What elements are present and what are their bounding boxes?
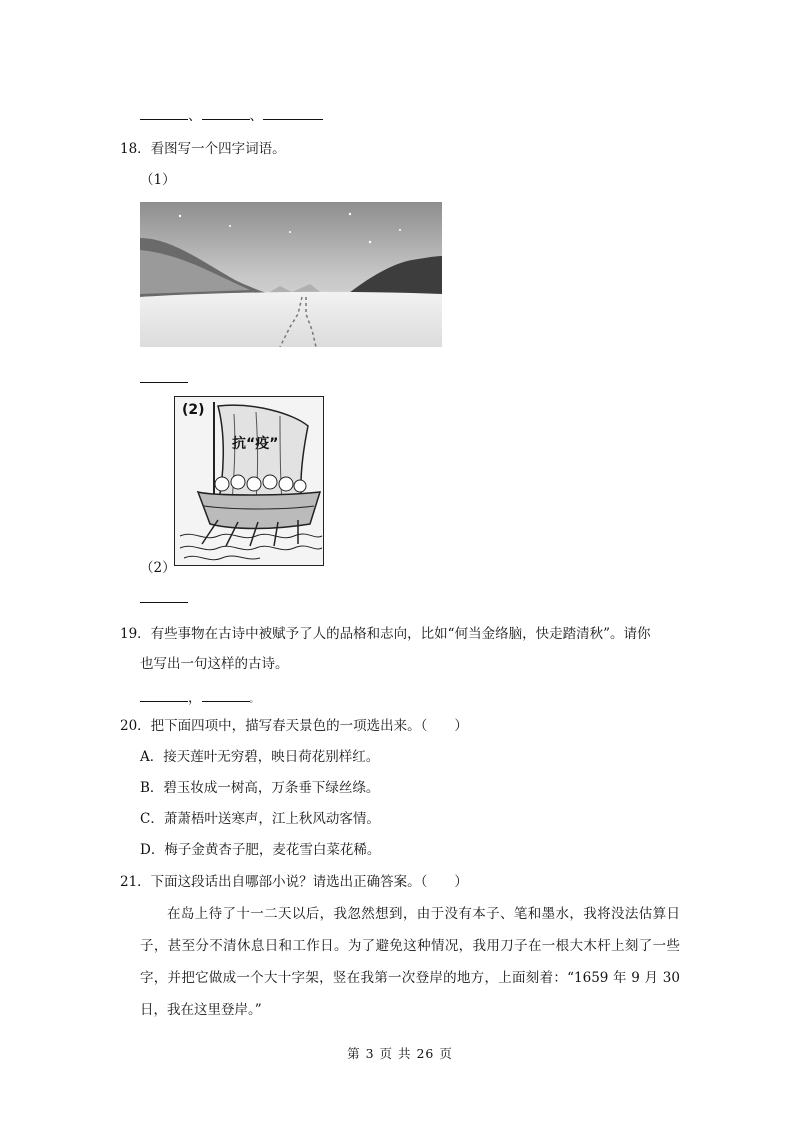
sail-text: 抗“疫”	[232, 436, 279, 452]
q19-line2: 也写出一句这样的古诗。	[140, 656, 289, 672]
answer-blank[interactable]	[140, 382, 188, 383]
answer-blank[interactable]	[140, 689, 188, 702]
q18-sub2-label: （2）	[140, 560, 176, 576]
blank-end: 。	[249, 695, 259, 705]
page-footer: 第 3 页 共 26 页	[347, 1046, 453, 1061]
q20-option-c[interactable]: C．萧萧梧叶送寒声，江上秋风动客情。	[140, 811, 380, 827]
snow-landscape-image	[140, 202, 442, 347]
fighting-epidemic-boat-image	[174, 396, 324, 566]
answer-blank[interactable]	[263, 107, 323, 120]
q21-passage: 在岛上待了十一二天以后，我忽然想到，由于没有本子、笔和墨水，我将没法估算日子，甚至分不清休息日和工作日。为了避免这种情况，我用刀子在一根大木杆上刻了一些字，并把它做成一个大十字架，竖在我第一次登岸的地方，上面刻着：“1659 年 9 月 30 日，我在这里登岸。”	[140, 906, 680, 1018]
q18-sub1-label: （1）	[140, 172, 176, 188]
answer-blank[interactable]	[140, 602, 188, 603]
q20-title: 20．把下面四项中，描写春天景色的一项选出来。（ ）	[120, 718, 468, 734]
blank-separator: 、	[188, 108, 202, 124]
blank-separator: ，	[188, 690, 202, 706]
q18-title: 18．看图写一个四字词语。	[120, 141, 286, 157]
q19-line1: 19．有些事物在古诗中被赋予了人的品格和志向，比如“何当金络脑，快走踏清秋”。请你	[120, 626, 651, 642]
q21-title: 21．下面这段话出自哪部小说？请选出正确答案。（ ）	[120, 874, 468, 890]
q19-answer-blanks	[140, 686, 259, 706]
q20-option-d[interactable]: D．梅子金黄杏子肥，麦花雪白菜花稀。	[140, 842, 381, 858]
q20-option-b[interactable]: B．碧玉妆成一树高，万条垂下绿丝绦。	[140, 780, 380, 796]
blank-separator: 、	[249, 108, 263, 124]
top-answer-blanks	[140, 104, 323, 124]
answer-blank[interactable]	[140, 107, 188, 120]
image-sub-label: (2)	[182, 402, 205, 418]
answer-blank[interactable]	[202, 689, 250, 702]
answer-blank[interactable]	[202, 107, 250, 120]
q20-option-a[interactable]: A．接天莲叶无穷碧，映日荷花别样红。	[140, 749, 380, 765]
